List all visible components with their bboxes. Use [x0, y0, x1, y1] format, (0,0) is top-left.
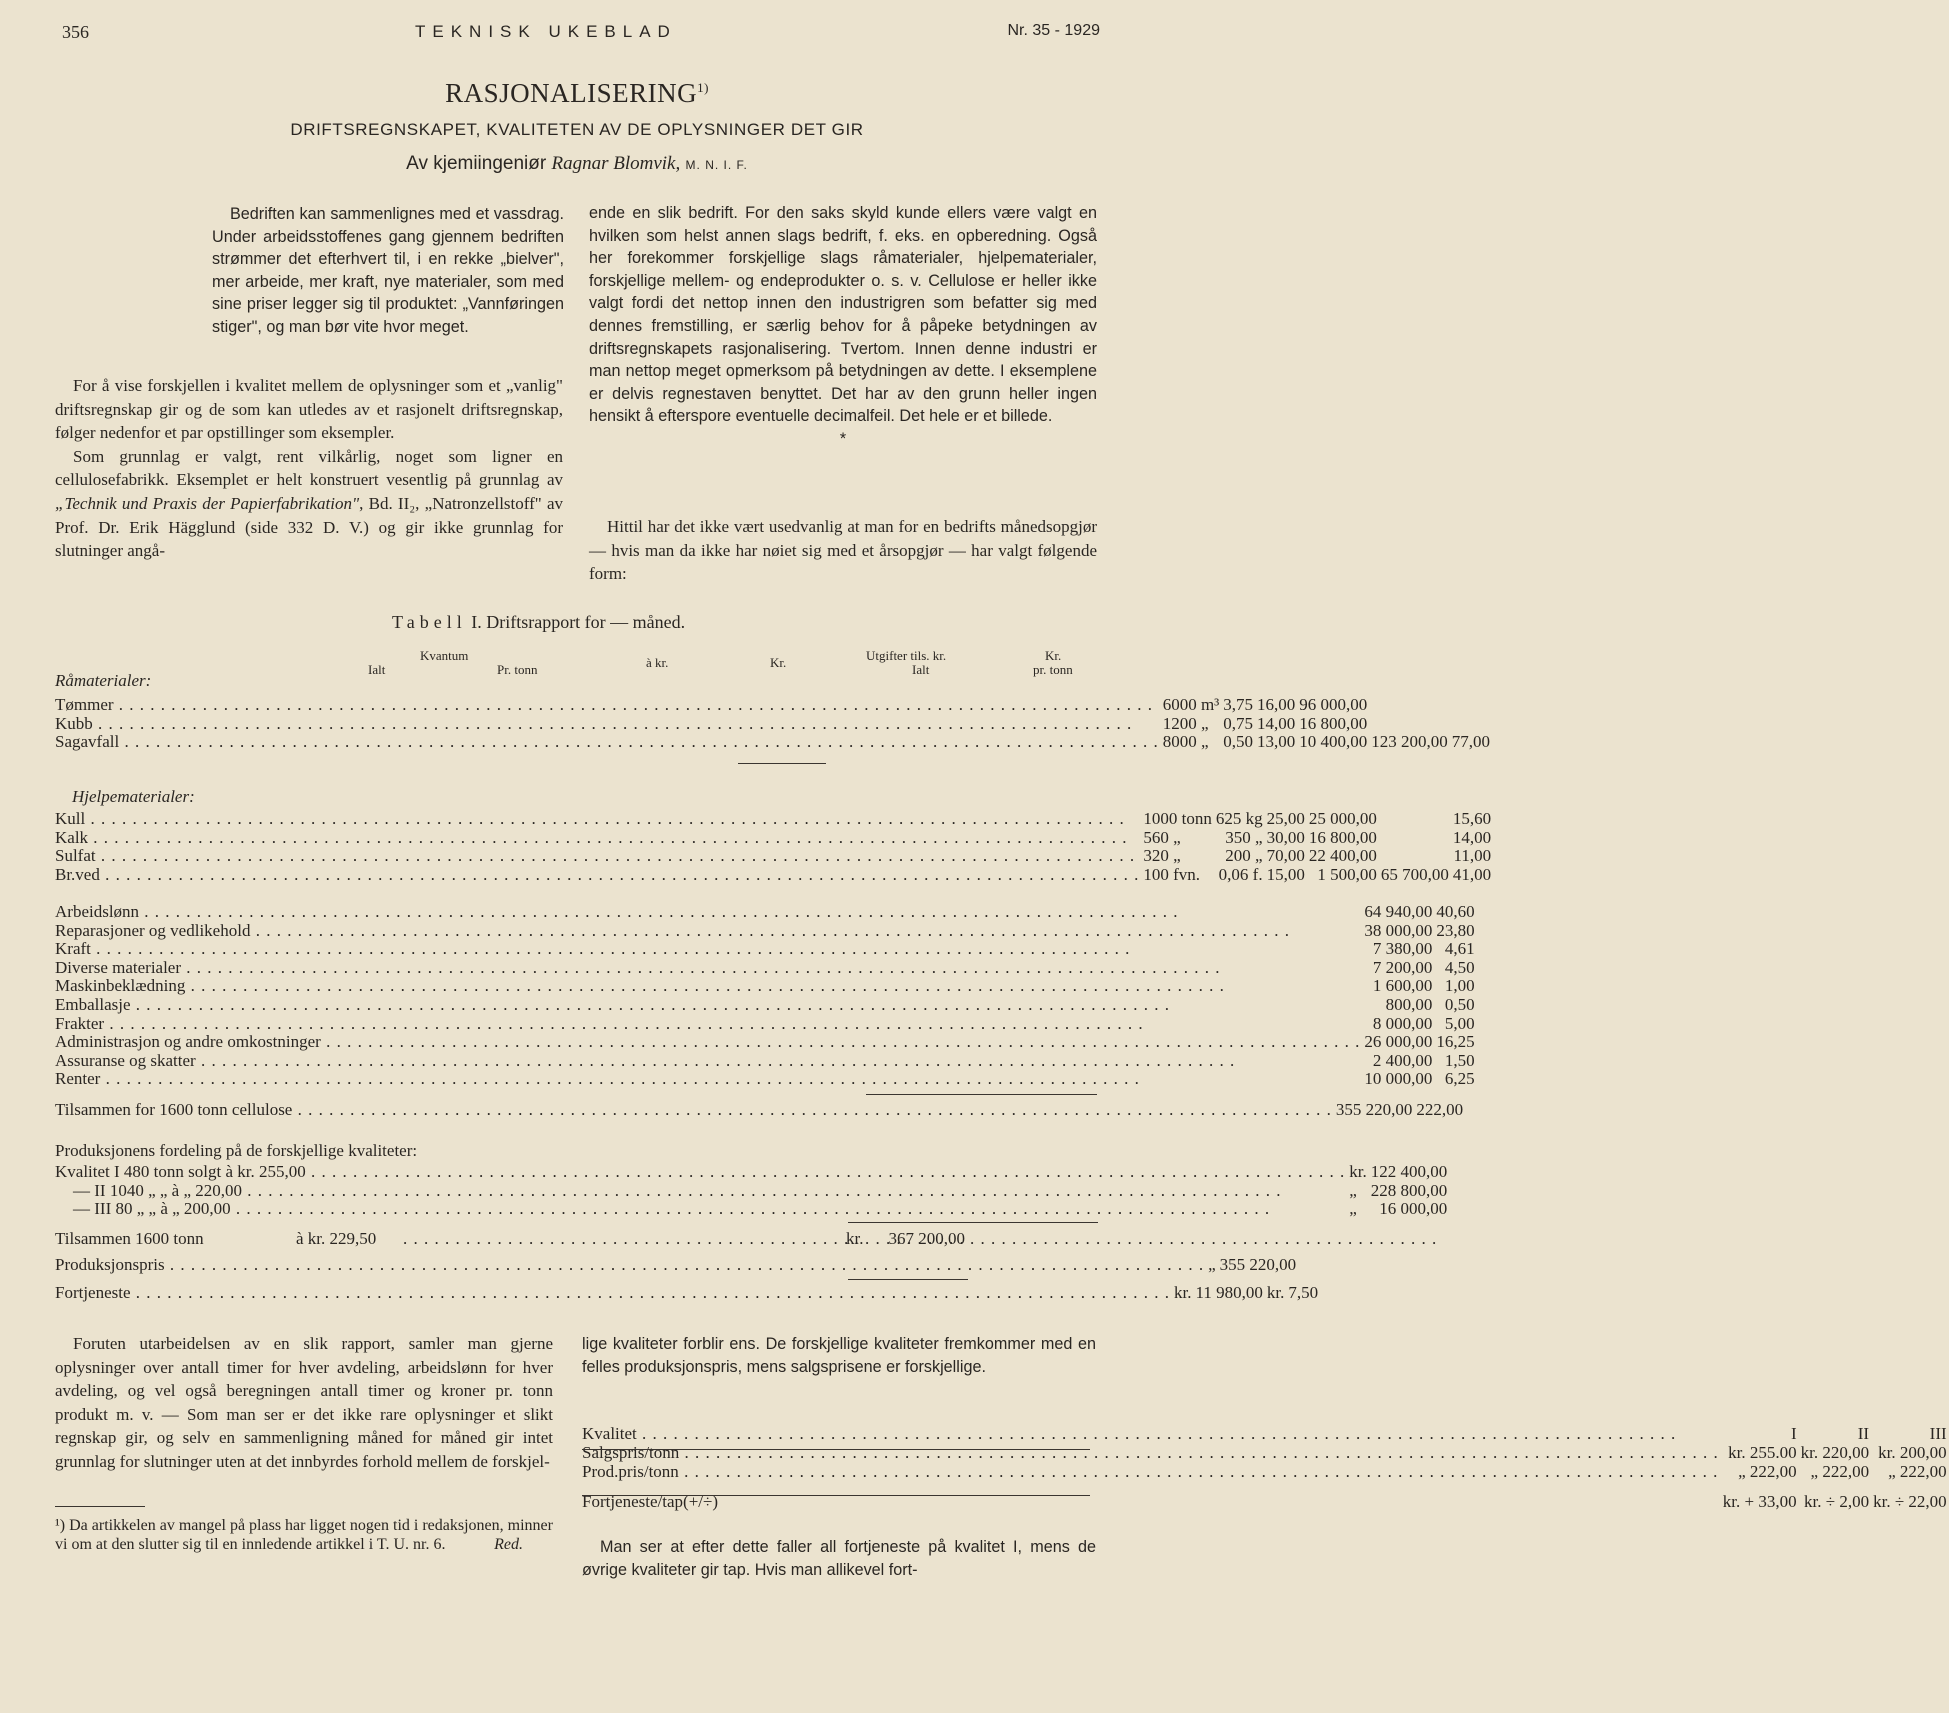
byline: Av kjemiingeniør Ragnar Blomvik, M. N. I. F.: [406, 153, 748, 174]
production-price-table: [53, 1256, 1298, 1275]
divider: [848, 1279, 968, 1280]
distribution-sum-amount: 367 200,00: [888, 1229, 965, 1248]
aux-materials-heading: Hjelpematerialer:: [72, 787, 195, 806]
profit-table: [53, 1284, 1320, 1303]
right-column-text-2: [589, 515, 1097, 586]
paragraph: Som grunnlag er valgt, rent vilkårlig, noget som ligner en cellulosefabrikk. Eksemplet er helt konstruert vesentlig på grunnlag av „Technik und Praxis der Papierfabrikation", Bd. II₂, „Natronzellstoff" av Prof. Dr. Erik Hägglund (side 332 D. V.) og gir ikke grunnlag for slutninger angå-: [55, 446, 563, 561]
article-subtitle: DRIFTSREGNSKAPET, KVALITETEN AV DE OPLYSNINGER DET GIR: [290, 120, 864, 139]
bottom-left-text: [55, 1332, 553, 1474]
table-caption: Tabell I. Driftsrapport for — måned.: [392, 612, 686, 632]
quality-comparison-table: [580, 1420, 1949, 1511]
divider: [582, 1449, 1090, 1450]
bottom-right-text: [582, 1333, 1096, 1378]
table-header-row: Kvalitet . . . I II III: [580, 1420, 1949, 1444]
table-row: Produksjonspris . . . „ 355 220,00: [53, 1256, 1298, 1275]
author-name: Ragnar Blomvik,: [551, 153, 681, 174]
table-row: Br.ved . . . 100 fvn. 0,06 f. 15,00 1 500,00 65 700,00 41,00: [53, 866, 1493, 885]
footnote-text: Da artikkelen av mangel på plass har ligget nogen tid i redaksjonen, minner vi om at den slutter sig til en innledende artikkel i T. U. nr. 6.: [55, 1517, 553, 1553]
right-column-text: [589, 202, 1097, 451]
distribution-heading: Produksjonens fordeling på de forskjellige kvaliteter:: [55, 1141, 418, 1160]
table-row: Sagavfall . . . 8000 „ 0,50 13,00 10 400,00 123 200,00 77,00: [53, 733, 1492, 752]
table-row: Sulfat . . . 320 „ 200 „ 70,00 22 400,00 11,00: [53, 847, 1493, 866]
divider: [848, 1222, 1098, 1223]
table-row: Administrasjon og andre omkostninger . . . 26 000,00 16,25: [53, 1033, 1477, 1052]
table-row: Prod.pris/tonn . . . „ 222,00 „ 222,00 „ 222,00: [580, 1463, 1949, 1482]
section-asterisk: *: [839, 429, 847, 448]
other-costs-table: [53, 903, 1477, 1089]
sum-row-table: [53, 1101, 1465, 1120]
article-title: RASJONALISERING$^{1)}$: [445, 78, 709, 108]
book-reference: „Technik und Praxis der Papierfabrikation": [55, 493, 360, 513]
table-row: Tilsammen for 1600 tonn cellulose . . . 355 220,00 222,00: [53, 1101, 1465, 1120]
left-column-text: [55, 374, 563, 563]
divider: [582, 1495, 1090, 1496]
header-kr: Kr.: [770, 655, 787, 670]
header-pr-tonn-2: pr. tonn: [1033, 662, 1073, 677]
table-row: Tømmer . . . 6000 m³ 3,75 16,00 96 000,00: [53, 696, 1492, 715]
table-row: Renter . . . 10 000,00 6,25: [53, 1070, 1477, 1089]
footnote-rule: [55, 1506, 145, 1507]
table-row: Diverse materialer . . . 7 200,00 4,50: [53, 959, 1477, 978]
footnote-mark: ¹): [55, 1517, 66, 1534]
paragraph: For å vise forskjellen i kvalitet mellem de oplysninger som et „vanlig" driftsregnskap gir og de som kan utledes av et rasjonelt driftsregnskap, følger nedenfor et par opstillinger som eksempler.: [55, 376, 563, 443]
table-row: Kalk . . . 560 „ 350 „ 30,00 16 800,00 14,00: [53, 829, 1493, 848]
bottom-right-text-2: [582, 1536, 1096, 1581]
header-utgifter: Utgifter tils. kr.: [866, 648, 947, 663]
table-row: Kvalitet I 480 tonn solgt à kr. 255,00 . . . kr. 122 400,00: [53, 1163, 1449, 1182]
paragraph: ende en slik bedrift. For den saks skyld kunde ellers være valgt en hvilken som helst annen slags bedrift, f. eks. en opberedning. Også her forekommer forskjellige slags råmaterialer, hjelpematerialer, forskjellige mellem- og endeprodukter o. s. v. Cellulose er heller ikke valgt fordi det nettop innen den industrigren som befatter sig med dennes fremstilling, er særlig behov for å påpeke betydningen av driftsregnskapets rasjonalisering. Tvertom. Innen denne industri er man nettop meget opmerksom på betydningen av dette. I eksemplene er delvis regnestaven benyttet. Det har av den grunn heller ingen hensikt å efterspore eventuelle decimalfeil. Det hele er et billede.: [589, 204, 1097, 426]
table-row: Kubb . . . 1200 „ 0,75 14,00 16 800,00: [53, 715, 1492, 734]
distribution-sum-rate: à kr. 229,50: [296, 1229, 377, 1248]
author-title: M. N. I. F.: [685, 158, 748, 172]
raw-materials-heading: Råmaterialer:: [55, 671, 152, 690]
page-number: 356: [62, 22, 89, 42]
paragraph: Man ser at efter dette faller all fortjeneste på kvalitet I, mens de øvrige kvaliteter gir tap. Hvis man allikevel fort-: [582, 1538, 1096, 1579]
header-ialt: Ialt: [368, 662, 386, 677]
issue-number: Nr. 35 - 1929: [1007, 22, 1100, 39]
header-a-kr: à kr.: [646, 655, 669, 670]
table-row: Fortjeneste/tap(+/÷) kr. + 33,00 kr. ÷ 2,00 kr. ÷ 22,00: [582, 1491, 1947, 1511]
paragraph: Hittil har det ikke vært usedvanlig at man for en bedrifts månedsopgjør — hvis man da ikke har nøiet sig med et årsopgjør — har valgt følgende form:: [589, 517, 1097, 584]
table-row: Maskinbeklædning . . . 1 600,00 1,00: [53, 977, 1477, 996]
table-row: Fortjeneste . . . kr. 11 980,00 kr. 7,50: [53, 1284, 1320, 1303]
distribution-sum-label: Tilsammen 1600 tonn: [55, 1229, 204, 1248]
footnote: [55, 1516, 553, 1554]
table-row: — II 1040 „ „ à „ 220,00 . . . „ 228 800,00: [53, 1182, 1449, 1201]
table-row: Salgspris/tonn . . . kr. 255.00 kr. 220,00 kr. 200,00: [580, 1444, 1949, 1463]
distribution-sum-currency: kr.: [846, 1229, 864, 1248]
header-pr-tonn: Pr. tonn: [497, 662, 538, 677]
table-row: Kull . . . 1000 tonn 625 kg 25,00 25 000,00 15,60: [53, 810, 1493, 829]
header-utgifter-ialt: Ialt: [912, 662, 930, 677]
leader-dots: [403, 1229, 843, 1249]
table-row: Kraft . . . 7 380,00 4,61: [53, 940, 1477, 959]
title-footnote-mark: 1): [697, 80, 709, 95]
table-row: Arbeidslønn . . . 64 940,00 40,60: [53, 903, 1477, 922]
table-row: Reparasjoner og vedlikehold . . . 38 000,00 23,80: [53, 922, 1477, 941]
table-row: Frakter . . . 8 000,00 5,00: [53, 1015, 1477, 1034]
divider: [738, 763, 826, 764]
table-row: Emballasje . . . 800,00 0,50: [53, 996, 1477, 1015]
intro-paragraph: Bedriften kan sammenlignes med et vassdrag. Under arbeidsstoffenes gang gjennem bedriften strømmer det efterhvert til, i en rekke „bielver", mer arbeide, mer kraft, nye materialer, som med sine priser legger sig til produktet: „Vannføringen stiger", og man bør vite hvor meget.: [212, 205, 564, 336]
paragraph: lige kvaliteter forblir ens. De forskjellige kvaliteter fremkommer med en felles produksjonspris, mens salgsprisene er forskjellige.: [582, 1335, 1096, 1376]
footnote-signature: Red.: [494, 1536, 523, 1553]
table-row: Assuranse og skatter . . . 2 400,00 1,50: [53, 1052, 1477, 1071]
header-kr-2: Kr.: [1045, 648, 1062, 663]
table-row: — III 80 „ „ à „ 200,00 . . . „ 16 000,00: [53, 1200, 1449, 1219]
journal-title: TEKNISK UKEBLAD: [415, 22, 677, 41]
paragraph: Foruten utarbeidelsen av en slik rapport, samler man gjerne oplysninger over antall timer for hver avdeling, arbeidslønn for hver avdeling, og vel også beregningen antall timer og kroner pr. tonn produkt m. v. — Som man ser er det ikke rare oplysninger et slikt regnskap gir, og selv en sammenligning måned for måned gir intet grunnlag for slutninger uten at det innbyrdes forhold mellem de forskjel-: [55, 1334, 553, 1471]
raw-materials-table: [53, 696, 1492, 752]
aux-materials-table: [53, 810, 1493, 884]
header-kvantum: Kvantum: [420, 648, 469, 663]
distribution-table: [53, 1163, 1449, 1219]
divider: [866, 1094, 1097, 1095]
